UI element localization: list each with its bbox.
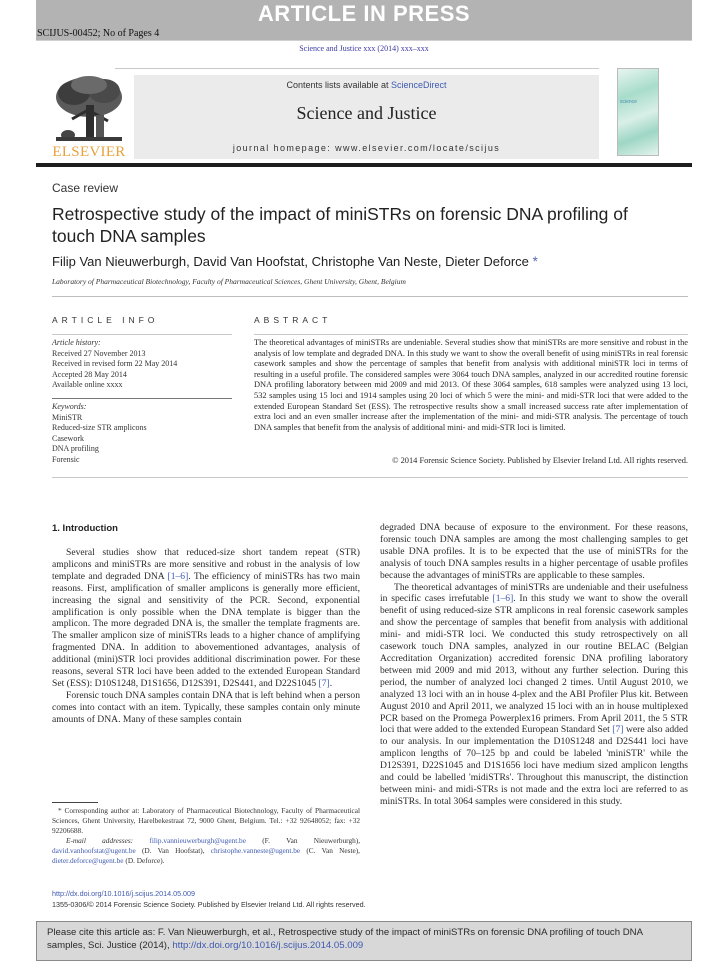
citation-link[interactable]: [1–6] — [492, 593, 514, 605]
abstract-heading: ABSTRACT — [254, 315, 332, 325]
article-in-press-label: ARTICLE IN PRESS — [257, 1, 471, 26]
body-column-right — [380, 522, 688, 808]
body-column-left — [52, 547, 360, 726]
citation-link[interactable]: [7] — [318, 677, 330, 689]
citation-link[interactable]: [1–6] — [167, 570, 189, 582]
text-run: Several studies show that reduced-size short tandem repeat (STR) amplicons and miniSTRs are more sensitive and robust in the analysis of low template and degraded DNA — [52, 547, 360, 582]
issn-copyright: 1355-0306/© 2014 Forensic Science Society. Published by Elsevier Ireland Ltd. All rights reserved. — [52, 900, 366, 909]
history-item: Available online xxxx — [52, 380, 123, 389]
journal-cover-thumbnail — [617, 68, 659, 156]
email-owner: (C. Van Neste), — [300, 846, 361, 855]
footnotes — [52, 806, 360, 866]
history-item: Accepted 28 May 2014 — [52, 369, 127, 379]
abstract-body: The theoretical advantages of miniSTRs are undeniable. Several studies show that miniSTRs are more sensitive and robust in the analysis of low template and degraded DNA. In this study we want to show the overall benefit of using miniSTRs in real forensic casework samples and show the percentage of samples that benefit from analysis with additional miniSTR loci in terms of resulting in a useful profile. The considered samples were 3064 touch DNA samples, analyzed in our accredited routine forensic DNA profiling laboratory between mid 2009 and mid 2013. Of these 3064 samples, 618 samples were analyzed using 13 loci, 532 samples using 15 loci and 1914 samples using 20 loci of which 5 were the mini- and midi-STR loci that were added to the extended European Standard Set (ESS). The retrospective results show a small increased success rate after implementation of extra loci and an even smaller increase after the implementation of the mini- and midi-STR analysis. The percentage of touch DNA samples that benefit from the analysis of additional mini- and midi-STR loci is limited. — [254, 338, 688, 432]
email-addresses — [52, 836, 360, 866]
text-run: were also added to our analysis. In our implementation the D10S1248 and D2S441 loci have amplicon lengths of 70–125 bp and could be labeled 'miniSTR' while the D12S391, D22S1045 and D1S1656 loci have medium sized amplicon lengths and could be labelled 'midiSTRs'. Throughout this manuscript, the distinction between mini- and midi-STRs is not made and the extra loci are referred to as miniSTRs. In total 3064 samples were considered in this study. — [380, 724, 688, 807]
contents-prefix: Contents lists available at — [286, 80, 392, 90]
email-link[interactable]: christophe.vanneste@ugent.be — [210, 846, 301, 855]
divider — [254, 334, 688, 335]
author-list — [52, 253, 538, 269]
paragraph: degraded DNA because of exposure to the environment. For these reasons, forensic touch DNA samples are among the most challenging samples to get usable DNA profiles. It is to be expected that the use of miniSTRs for the analysis of touch DNA samples results in a higher percentage of usable profiles because the advantages of miniSTRs are applicable to these samples. — [380, 522, 688, 581]
email-label: E-mail addresses: — [66, 836, 134, 845]
corresponding-author-mark[interactable]: * — [532, 253, 538, 269]
divider — [52, 477, 688, 478]
text-run: The theoretical advantages of miniSTRs are undeniable and their usefulness in specific cases irrefutable — [380, 581, 688, 605]
keywords — [52, 402, 232, 465]
email-owner: (D. Deforce). — [123, 856, 165, 865]
section-heading-introduction: 1. Introduction — [52, 523, 118, 534]
keywords-heading: Keywords: — [52, 402, 87, 411]
text-run: . The efficiency of miniSTRs has two main reasons. First, amplification of smaller amplicons is generally more efficient, increasing the signal and sensitivity of the PCR. Second, exponential amplification is only possible when the DNA template is bigger than the amplicon. The more degraded DNA is, the smaller the template fragments are. The smaller amplicon size of miniSTRs leads to a higher chance of amplifying fragmented DNA. In addition to abovementioned advantages, analysis of additional (mini)STR loci provides additional discrimination power. For these reasons, several STR loci have been added to the extended European Standard Set (ESS): D10S1248, D1S1656, D12S391, D2S441, and D22S1045 — [52, 570, 361, 689]
doi-link[interactable]: http://dx.doi.org/10.1016/j.scijus.2014.05.009 — [52, 889, 196, 898]
masthead-top-rule — [115, 68, 599, 69]
journal-name: Science and Justice — [296, 103, 437, 123]
journal-masthead — [134, 75, 599, 159]
history-heading: Article history: — [52, 338, 101, 347]
email-owner: (F. Van Nieuwerburgh), — [245, 836, 361, 845]
citation-box — [36, 921, 692, 961]
citation-doi-link[interactable]: http://dx.doi.org/10.1016/j.scijus.2014.05.009 — [172, 939, 364, 951]
affiliation: Laboratory of Pharmaceutical Biotechnology, Faculty of Pharmaceutical Sciences, Ghent University, Ghent, Belgium — [52, 277, 406, 286]
journal-reference: Science and Justice xxx (2014) xxx–xxx — [299, 44, 429, 53]
keyword-item: Casework — [52, 433, 84, 443]
keyword-item: Reduced-size STR amplicons — [52, 423, 147, 432]
abstract-copyright: © 2014 Forensic Science Society. Published by Elsevier Ireland Ltd. All rights reserved. — [392, 456, 688, 465]
sciencedirect-link[interactable]: ScienceDirect — [391, 80, 447, 90]
paragraph — [52, 547, 360, 690]
paragraph: Forensic touch DNA samples contain DNA that is left behind when a person comes into contact with an item. Typically, these samples contain only minute amounts of DNA. Many of these samples contain — [52, 689, 360, 725]
paragraph — [380, 582, 688, 808]
email-owner: (D. Van Hoofstat), — [135, 846, 211, 855]
cover-title: science — [620, 99, 637, 105]
email-link[interactable]: filip.vannieuwerburgh@ugent.be — [149, 836, 246, 845]
email-link[interactable]: david.vanhoofstat@ugent.be — [52, 846, 136, 855]
keyword-item: MiniSTR — [52, 412, 83, 422]
masthead-bottom-rule — [36, 163, 692, 167]
elsevier-tree-icon — [54, 75, 124, 143]
text-run: . In this study we want to show the overall benefit of using reduced-size STR amplicons in real forensic casework samples and show the percentage of samples that benefit from analysis with additional mini- and midi-STR loci. We conducted this study retrospectively on all casework touch DNA samples, analyzed in our routine BELAC (Belgian Accreditation Organization) accredited forensic DNA profiling laboratory between mid 2009 and mid 2013, without any further selection. During this period, the number of analyzed loci changed 2 times. Until August 2010, we analyzed 13 loci with an in house 4-plex and the ABI Profiler Plus kit. Between August 2010 and April 2011, we analyzed 15 loci with an in house multiplexed PCR based on the Promega Powerplex16 primers. From April 2011, the 5 STR loci that were added to the extended European Standard Set — [380, 593, 688, 736]
keyword-item: Forensic — [52, 454, 80, 464]
email-link[interactable]: dieter.deforce@ugent.be — [52, 856, 124, 865]
article-info-heading: ARTICLE INFO — [52, 315, 159, 325]
citation-text: Please cite this article as: F. Van Nieuwerburgh, et al., Retrospective study of the impact of miniSTRs on forensic DNA profiling of touch DNA samples, Sci. Justice (2014), — [47, 927, 643, 951]
authors-text: Filip Van Nieuwerburgh, David Van Hoofstat, Christophe Van Neste, Dieter Deforce — [52, 254, 529, 269]
article-title: Retrospective study of the impact of miniSTRs on forensic DNA profiling of touch DNA samples — [52, 204, 628, 246]
history-item: Received 27 November 2013 — [52, 348, 146, 358]
corresponding-author-note: * Corresponding author at: Laboratory of Pharmaceutical Biotechnology, Faculty of Pharmaceutical Sciences, Ghent University, Harelbekestraat 72, 9000 Ghent, Belgium. Tel.: +32 92648052; fax: +32 92206688. — [52, 806, 360, 835]
divider — [52, 398, 232, 399]
elsevier-wordmark: ELSEVIER — [52, 144, 126, 160]
article-in-press-banner — [36, 0, 692, 27]
history-item: Received in revised form 22 May 2014 — [52, 359, 178, 368]
keyword-item: DNA profiling — [52, 444, 99, 453]
divider — [52, 296, 688, 297]
divider — [52, 334, 232, 335]
footnote-rule — [52, 802, 98, 803]
elsevier-logo — [50, 75, 128, 161]
article-type: Case review — [52, 181, 119, 195]
text-run: . — [329, 677, 333, 689]
contents-availability — [134, 80, 599, 90]
manuscript-id: SCIJUS-00452; No of Pages 4 — [37, 28, 160, 39]
citation-link[interactable]: [7] — [612, 724, 624, 736]
journal-homepage-link[interactable]: journal homepage: www.elsevier.com/locate/scijus — [232, 143, 501, 153]
article-history — [52, 338, 232, 391]
